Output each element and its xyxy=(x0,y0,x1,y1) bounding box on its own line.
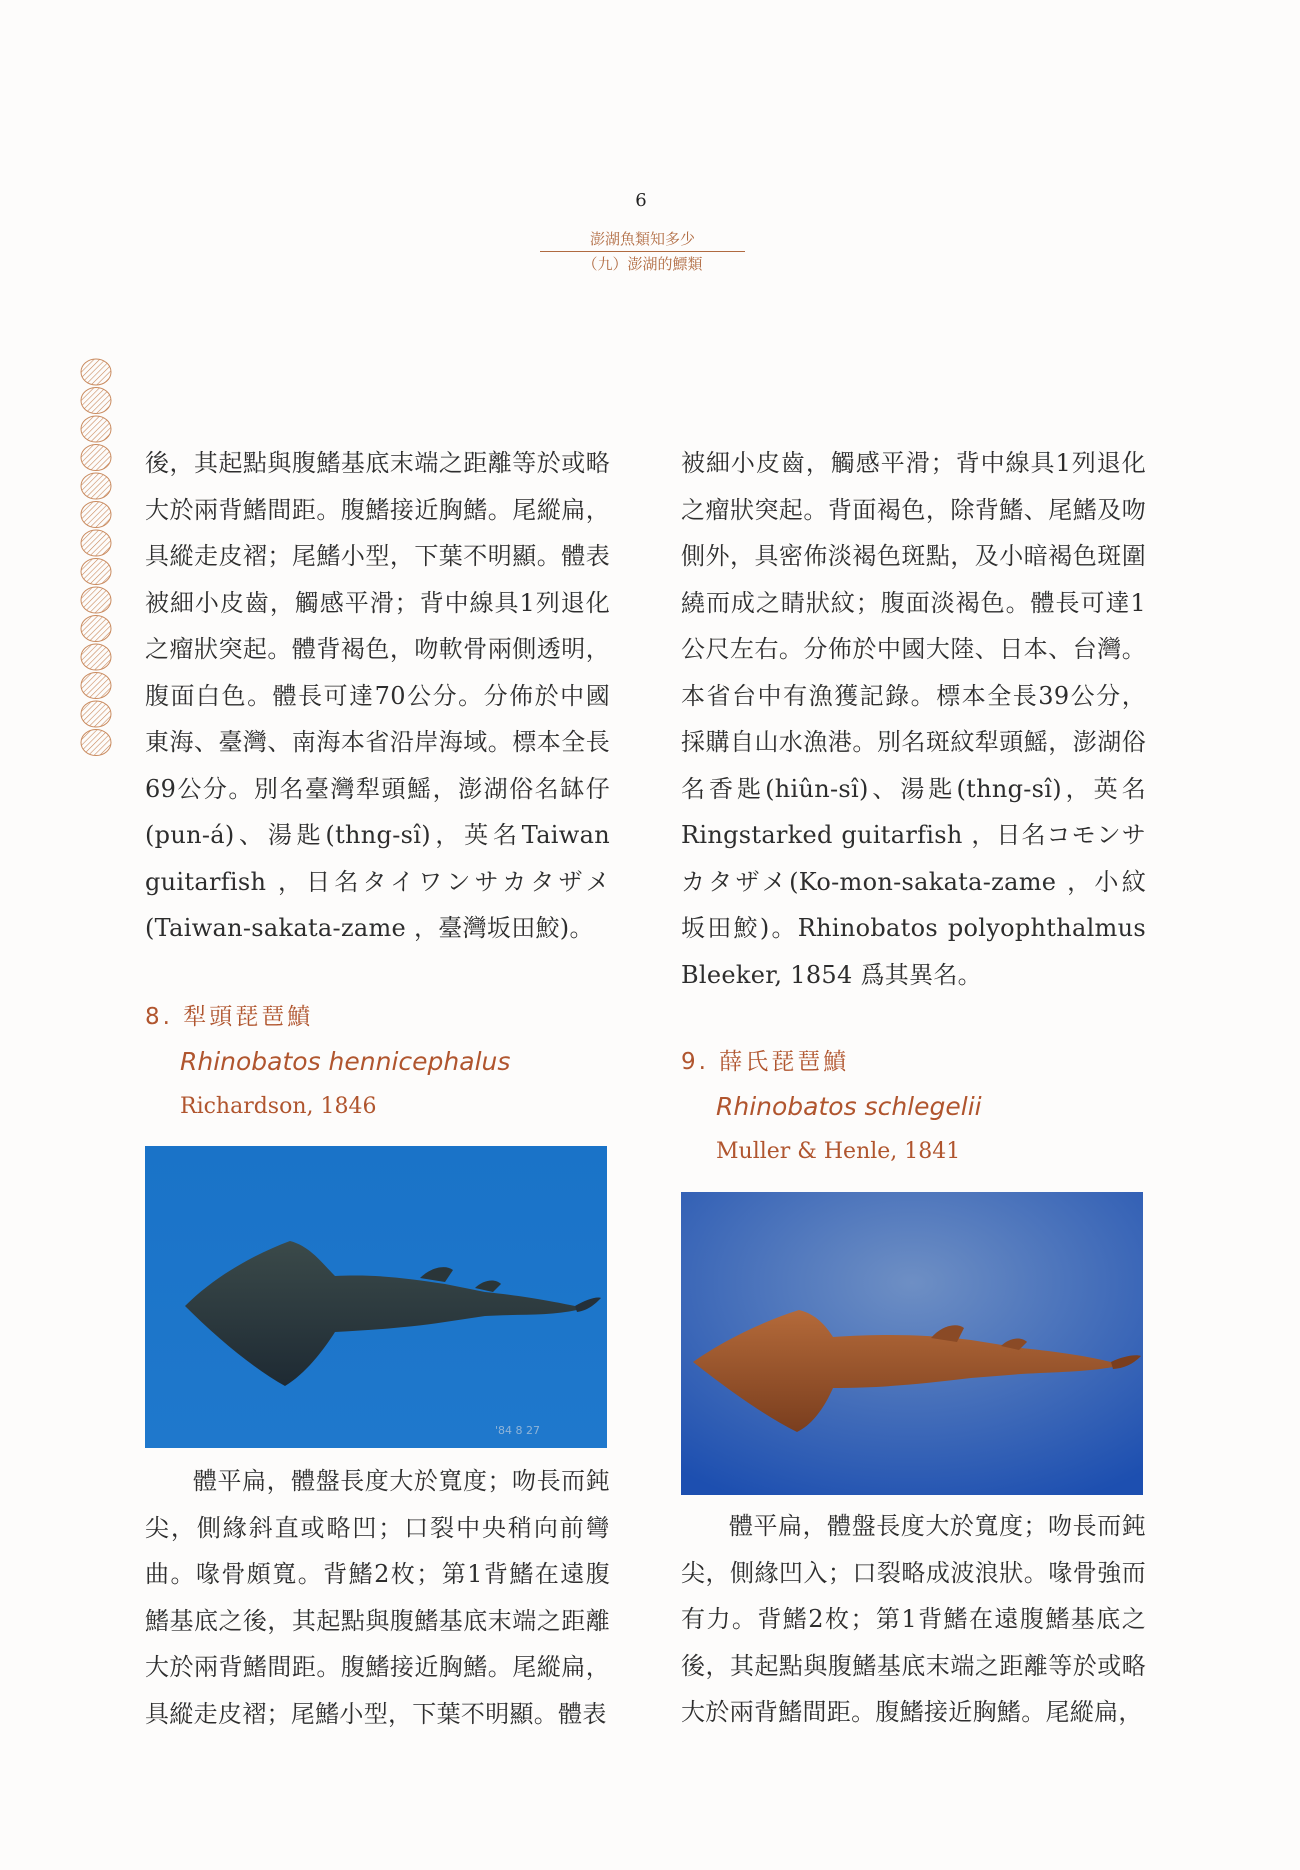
page-number: 6 xyxy=(635,190,647,211)
ornament-oval xyxy=(81,502,111,528)
ornament-oval xyxy=(81,530,111,556)
species-9-number-name: 9. 薛氏琵琶鱝 xyxy=(681,1049,850,1075)
species-9-photo xyxy=(681,1192,1143,1495)
ornament-oval xyxy=(81,730,111,756)
species-9-author: Muller & Henle, 1841 xyxy=(716,1139,961,1164)
ornament-oval xyxy=(81,559,111,585)
ornament-oval xyxy=(81,644,111,670)
ornament-oval xyxy=(81,473,111,499)
species-8-photo xyxy=(145,1146,607,1448)
left-column-text xyxy=(145,440,610,952)
ornament-oval xyxy=(81,587,111,613)
decorative-ornament-icon xyxy=(78,358,114,768)
right-column-text xyxy=(681,440,1146,998)
species-8-scientific-name: Rhinobatos hennicephalus xyxy=(180,1047,511,1076)
ornament-oval xyxy=(81,359,111,385)
chapter-title: （九）澎湖的鰾類 xyxy=(582,255,703,273)
book-title: 澎湖魚類知多少 xyxy=(589,230,695,248)
ornament-oval xyxy=(81,701,111,727)
running-head xyxy=(540,228,745,275)
species-8-description-paragraph: 體平扁，體盤長度大於寬度；吻長而鈍尖，側緣斜直或略凹；口裂中央稍向前彎曲。喙骨頗寬。背鰭2枚；第1背鰭在遠腹鰭基底之後，其起點與腹鰭基底末端之距離大於兩背鰭間距。腹鰭接近胸鰭。尾縱扁，具縱走皮褶；尾鰭小型，下葉不明顯。體表 xyxy=(145,1467,610,1728)
species-9-description xyxy=(681,1503,1146,1736)
species-8-description xyxy=(145,1458,610,1737)
ornament-oval xyxy=(81,673,111,699)
species-8-author: Richardson, 1846 xyxy=(180,1094,377,1119)
species-9-scientific-name: Rhinobatos schlegelii xyxy=(716,1092,982,1121)
ornament-oval xyxy=(81,616,111,642)
species-8-heading xyxy=(145,995,510,1129)
right-column-paragraph: 被細小皮齒，觸感平滑；背中線具1列退化之瘤狀突起。背面褐色，除背鰭、尾鰭及吻側外，具密佈淡褐色斑點，及小暗褐色斑圍繞而成之睛狀紋；腹面淡褐色。體長可達1公尺左右。分佈於中國大陸、日本、台灣。本省台中有漁獲記錄。標本全長39公分，採購自山水漁港。別名斑紋犁頭鰩，澎湖俗名香匙(hiûn-sî)、湯匙(thng-sî)，英名Ringstarked guitarfish ，日名コモンサカタザメ(Ko-mon-sakata-zame ，小紋坂田鮫)。Rhinobatos polyophthalmus Bleeker, 1854 爲其異名。 xyxy=(681,449,1146,989)
species-9-description-paragraph: 體平扁，體盤長度大於寬度；吻長而鈍尖，側緣凹入；口裂略成波浪狀。喙骨強而有力。背鰭2枚；第1背鰭在遠腹鰭基底之後，其起點與腹鰭基底末端之距離等於或略大於兩背鰭間距。腹鰭接近胸鰭。尾縱扁， xyxy=(681,1512,1146,1726)
ornament-oval xyxy=(81,445,111,471)
header-rule xyxy=(540,251,745,252)
species-8-number-name: 8. 犁頭琵琶鱝 xyxy=(145,1004,314,1030)
ornament-oval xyxy=(81,388,111,414)
ornament-oval xyxy=(81,416,111,442)
photo-8-date-mark: '84 8 27 xyxy=(495,1424,541,1437)
species-9-heading xyxy=(681,1040,982,1174)
left-column-paragraph: 後，其起點與腹鰭基底末端之距離等於或略大於兩背鰭間距。腹鰭接近胸鰭。尾縱扁，具縱走皮褶；尾鰭小型，下葉不明顯。體表被細小皮齒，觸感平滑；背中線具1列退化之瘤狀突起。體背褐色，吻軟骨兩側透明，腹面白色。體長可達70公分。分佈於中國東海、臺灣、南海本省沿岸海域。標本全長69公分。別名臺灣犁頭鰩，澎湖俗名缽仔(pun-á)、湯匙(thng-sî)，英名Taiwan guitarfish ，日名タイワンサカタザメ(Taiwan-sakata-zame ，臺灣坂田鮫)。 xyxy=(145,449,610,942)
